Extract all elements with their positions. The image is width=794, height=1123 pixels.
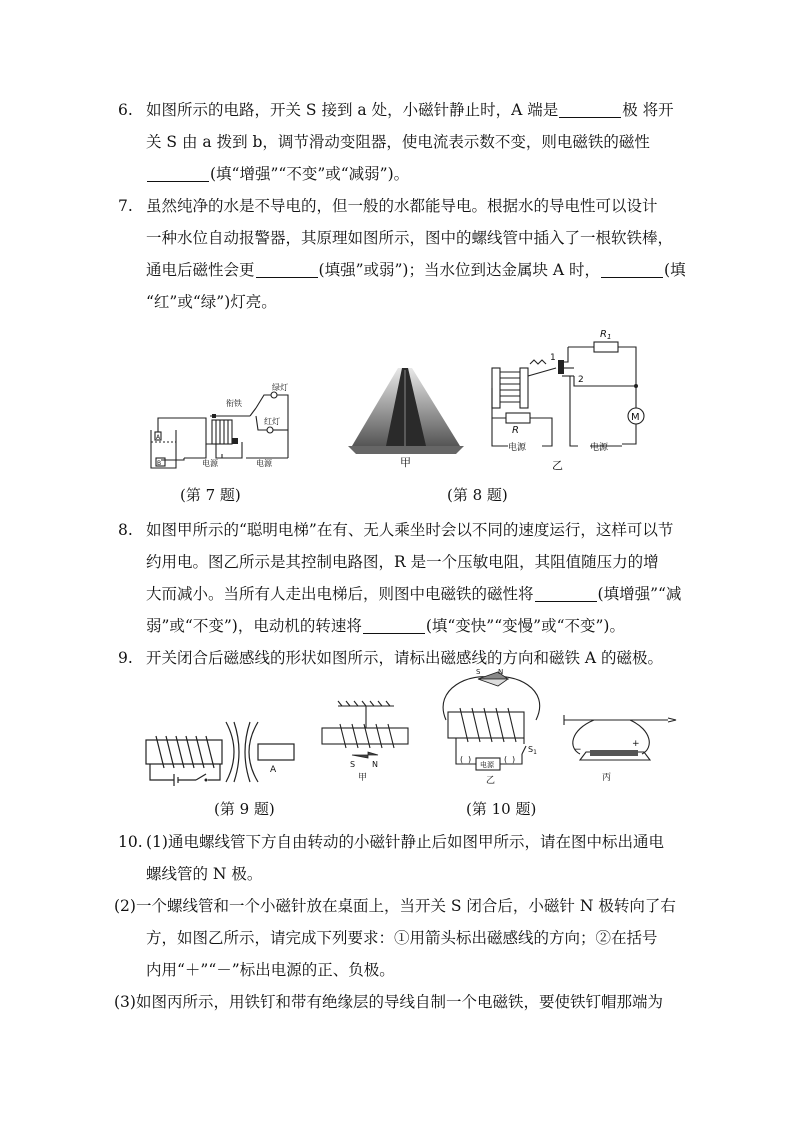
figure-9-solenoid-magnet — [140, 712, 300, 792]
q6-line-3: (填“增强”“不变”或“减弱”)。 — [118, 158, 678, 190]
metal-a-label: A — [156, 434, 161, 441]
q6-number: 6. — [118, 101, 133, 119]
q9-number: 9. — [118, 649, 133, 667]
switch-s1-label: $S_1$ — [528, 745, 537, 756]
q10-line-1: 10. (1)通电螺线管下方自由转动的小磁针静止后如图甲所示，请在图中标出通电 — [118, 826, 678, 858]
q6-line-2: 关 S 由 a 拨到 b，调节滑动变阻器，使电流表示数不变，则电磁铁的磁性 — [146, 133, 650, 151]
magnet-a-label: A — [270, 765, 277, 775]
answer-blank[interactable] — [147, 163, 209, 182]
q7-line-4: “红”或“绿”)灯亮。 — [146, 293, 277, 311]
answer-blank[interactable] — [601, 259, 663, 278]
red-lamp-label: 红灯 — [264, 417, 280, 426]
q7-number: 7. — [118, 197, 133, 215]
q10-line-3: (2)一个螺线管和一个小磁针放在桌面上，当开关 S 闭合后，小磁针 N 极转向了右 — [114, 897, 676, 915]
answer-blank[interactable] — [256, 259, 318, 278]
power-label-left: 电源 — [508, 443, 527, 453]
figure-7-water-alarm — [146, 380, 296, 470]
figure-8-jia-label: 甲 — [400, 456, 411, 469]
question-8 — [118, 514, 682, 642]
q8-line-1: 8. 如图甲所示的“聪明电梯”在有、无人乘坐时会以不同的速度运行，这样可以节 — [118, 514, 678, 546]
q10-line-2: 螺线管的 N 极。 — [146, 865, 263, 883]
q8-number: 8. — [118, 521, 133, 539]
power-label: 电源 — [480, 761, 494, 769]
q8-line-3: 大而减小。当所有人走出电梯后，则图中电磁铁的磁性将 (填增强”“减 — [146, 585, 682, 603]
figure-10-jia-label: 甲 — [358, 773, 368, 783]
question-10 — [114, 826, 678, 1018]
q6-line-1: 6. 如图所示的电路，开关 S 接到 a 处，小磁针静止时，A 端是 极 将开 — [118, 94, 678, 126]
q7-line-3: 通电后磁性会更 (填强”或弱”)；当水位到达金属块 A 时， (填 — [146, 261, 686, 279]
figure-10-yi — [432, 668, 552, 786]
compass-needle-icon — [352, 752, 378, 758]
svg-text:N: N — [498, 668, 504, 676]
q10-line-6: (3)如图丙所示，用铁钉和带有绝缘层的导线自制一个电磁铁，要使铁钉帽那端为 — [114, 993, 663, 1011]
answer-blank[interactable] — [363, 615, 425, 634]
q10-line-5: 内用“＋”“－”标出电源的正、负极。 — [146, 961, 395, 979]
question-7 — [118, 190, 686, 318]
figure-10-yi-label: 乙 — [486, 776, 496, 786]
power-label-1: 电源 — [202, 459, 218, 468]
figure-8-control-circuit — [486, 324, 646, 474]
figure-10-bing-label: 丙 — [602, 773, 612, 783]
q10-number: 10. — [118, 833, 143, 851]
power-label-right: 电源 — [590, 443, 609, 453]
caption-figure-10: (第 10 题) — [466, 800, 537, 818]
caption-figure-7: (第 7 题) — [180, 486, 241, 504]
motor-label: M — [631, 412, 640, 423]
svg-text:S: S — [350, 760, 356, 769]
svg-text:N: N — [372, 760, 378, 769]
contact-2-label: 2 — [578, 375, 584, 385]
svg-text:S: S — [476, 668, 481, 676]
question-9 — [118, 642, 678, 674]
figure-10-jia — [316, 700, 416, 782]
r-label: R — [512, 425, 519, 436]
caption-figure-9: (第 9 题) — [214, 800, 275, 818]
q7-line-1: 7. 虽然纯净的水是不导电的，但一般的水都能导电。根据水的导电性可以设计 — [118, 190, 678, 222]
figure-8-yi-label: 乙 — [552, 459, 563, 472]
svg-text:(: ( — [504, 755, 508, 764]
answer-blank[interactable] — [535, 583, 597, 602]
compass-needle-icon — [478, 672, 508, 679]
q8-line-4: 弱”或“不变”)，电动机的转速将 (填“变快”“变慢”或“不变”)。 — [146, 617, 625, 635]
figure-8-escalator — [348, 366, 464, 468]
r1-label: $R_1$ — [600, 329, 612, 341]
battery-icon — [590, 750, 638, 756]
answer-blank[interactable] — [559, 99, 621, 118]
q9-line-1: 9. 开关闭合后磁感线的形状如图所示，请标出磁感线的方向和磁铁 A 的磁极。 — [118, 642, 678, 674]
svg-text:): ) — [468, 755, 472, 764]
armature-label: 衔铁 — [226, 399, 242, 408]
svg-text:): ) — [512, 755, 516, 764]
metal-b-label: B — [157, 460, 162, 467]
power-label-2: 电源 — [256, 459, 272, 468]
question-6 — [118, 94, 678, 190]
contact-1-label: 1 — [550, 353, 556, 363]
figure-10-bing — [560, 700, 680, 784]
green-lamp-label: 绿灯 — [272, 383, 288, 392]
svg-text:−: − — [574, 745, 582, 755]
q7-line-2: 一种水位自动报警器，其原理如图所示，图中的螺线管中插入了一根软铁棒， — [146, 229, 674, 247]
svg-text:+: + — [632, 739, 640, 749]
q10-line-4: 方，如图乙所示，请完成下列要求：①用箭头标出磁感线的方向；②在括号 — [146, 929, 658, 947]
caption-figure-8: (第 8 题) — [447, 486, 508, 504]
q8-line-2: 约用电。图乙所示是其控制电路图，R 是一个压敏电阻，其阻值随压力的增 — [146, 553, 659, 571]
svg-text:(: ( — [460, 755, 464, 764]
